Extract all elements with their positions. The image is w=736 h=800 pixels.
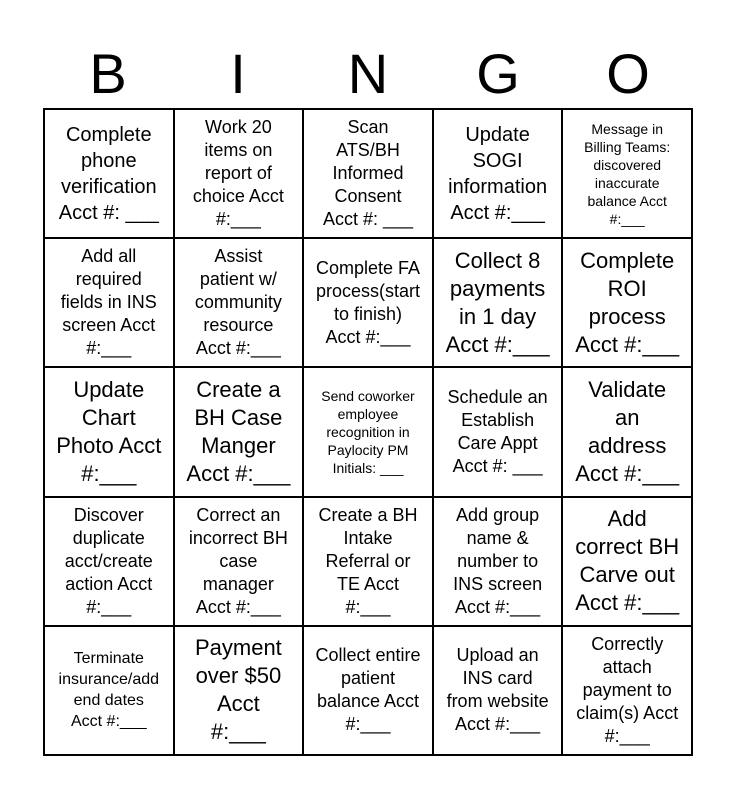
- cell-text: Complete phone verification Acct #: ___: [58, 123, 159, 224]
- cell-text: Update SOGI information Acct #:___: [448, 123, 548, 224]
- cell-text: Collect 8 payments in 1 day Acct #:___: [445, 247, 550, 357]
- bingo-cell[interactable]: [174, 109, 304, 238]
- cell-text: Collect entire patient balance Acct #:___: [315, 645, 421, 735]
- bingo-cell[interactable]: [44, 367, 174, 496]
- bingo-cell[interactable]: [303, 367, 433, 496]
- cell-text: Payment over $50 Acct #:___: [194, 635, 282, 745]
- bingo-cell[interactable]: [303, 626, 433, 755]
- bingo-cell[interactable]: [44, 626, 174, 755]
- cell-text: Message in Billing Teams: discovered inaccurate balance Acct #:___: [584, 120, 671, 227]
- header-letter-i: I: [230, 42, 246, 105]
- bingo-cell[interactable]: [433, 109, 563, 238]
- bingo-cell[interactable]: [44, 109, 174, 238]
- cell-text: Complete FA process(start to finish) Acct #:___: [315, 257, 421, 347]
- bingo-cell[interactable]: [562, 238, 692, 367]
- header-letter-o: O: [606, 42, 650, 105]
- cell-text: Add all required fields in INS screen Acct #:___: [60, 246, 157, 359]
- cell-text: Add correct BH Carve out Acct #:___: [575, 506, 680, 616]
- cell-text: Scan ATS/BH Informed Consent Acct #: ___: [322, 117, 414, 230]
- cell-text: Create a BH Intake Referral or TE Acct #:___: [318, 504, 418, 617]
- cell-text: Create a BH Case Manger Acct #:___: [186, 376, 291, 486]
- bingo-cell[interactable]: [174, 497, 304, 626]
- bingo-cell[interactable]: [174, 626, 304, 755]
- bingo-cell[interactable]: [174, 238, 304, 367]
- cell-text: Send coworker employee recognition in Paylocity PM Initials: ___: [321, 387, 415, 476]
- cell-text: Schedule an Establish Care Appt Acct #: ___: [447, 386, 548, 476]
- cell-text: Update Chart Photo Acct #:___: [56, 376, 162, 486]
- cell-text: Complete ROI process Acct #:___: [575, 247, 680, 357]
- bingo-cell[interactable]: [44, 238, 174, 367]
- bingo-cell[interactable]: [433, 626, 563, 755]
- bingo-cell[interactable]: [303, 109, 433, 238]
- bingo-cell[interactable]: [562, 497, 692, 626]
- bingo-cell[interactable]: [562, 109, 692, 238]
- bingo-cell[interactable]: [44, 497, 174, 626]
- cell-text: Correct an incorrect BH case manager Acct #:___: [188, 504, 288, 617]
- bingo-cell[interactable]: [562, 367, 692, 496]
- cell-text: Work 20 items on report of choice Acct #:___: [192, 117, 284, 230]
- bingo-cell[interactable]: [562, 626, 692, 755]
- bingo-cell[interactable]: [303, 497, 433, 626]
- cell-text: Validate an address Acct #:___: [575, 376, 680, 486]
- header-letter-b: B: [89, 42, 127, 105]
- bingo-cell[interactable]: [433, 497, 563, 626]
- header-letter-g: G: [476, 42, 520, 105]
- cell-text: Assist patient w/ community resource Acct #:___: [194, 246, 282, 359]
- bingo-cell[interactable]: [433, 238, 563, 367]
- bingo-cell[interactable]: [174, 367, 304, 496]
- header-letter-n: N: [347, 42, 389, 105]
- cell-text: Discover duplicate acct/create action Acct #:___: [64, 504, 153, 617]
- cell-text: Terminate insurance/add end dates Acct #:___: [58, 650, 160, 731]
- bingo-cell[interactable]: [433, 367, 563, 496]
- bingo-header: [43, 40, 693, 108]
- bingo-grid: [43, 108, 693, 756]
- cell-text: Correctly attach payment to claim(s) Acct #:___: [576, 633, 679, 746]
- cell-text: Add group name & number to INS screen Acct #:___: [453, 504, 543, 617]
- bingo-cell[interactable]: [303, 238, 433, 367]
- cell-text: Upload an INS card from website Acct #:___: [446, 645, 549, 735]
